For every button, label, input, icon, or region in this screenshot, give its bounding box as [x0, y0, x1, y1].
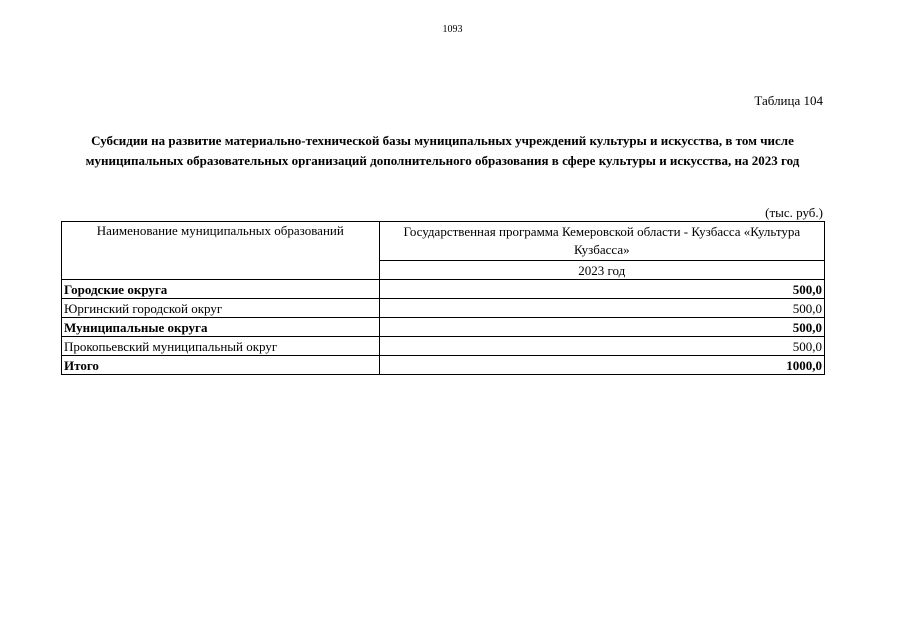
table-label: Таблица 104: [754, 93, 823, 108]
row-value: 500,0: [379, 337, 824, 356]
header-program: Государственная программа Кемеровской области - Кузбасса «Культура Кузбасса»: [379, 222, 824, 261]
page-number: 1093: [442, 24, 463, 35]
row-name: Муниципальные округа: [62, 318, 380, 337]
header-year: 2023 год: [379, 261, 824, 280]
table-row: [62, 318, 825, 337]
row-value: 500,0: [379, 280, 824, 299]
table-row: [62, 337, 825, 356]
subsidy-table: [61, 221, 825, 375]
row-name: Юргинский городской округ: [62, 299, 380, 318]
table-row: [62, 299, 825, 318]
row-value: 1000,0: [379, 356, 824, 375]
table-row: [62, 280, 825, 299]
row-value: 500,0: [379, 318, 824, 337]
row-name: Итого: [62, 356, 380, 375]
units-label: (тыс. руб.): [765, 205, 823, 220]
row-name: Прокопьевский муниципальный округ: [62, 337, 380, 356]
row-value: 500,0: [379, 299, 824, 318]
table-row-total: [62, 356, 825, 375]
table-header-row: [62, 222, 825, 261]
row-name: Городские округа: [62, 280, 380, 299]
document-title: Субсидии на развитие материально-технической базы муниципальных учреждений культуры и искусства, в том числе муниципальных образовательных организаций дополнительного образования в сфере культуры и искусства, на 2023 год: [85, 133, 800, 168]
header-municipality-name: Наименование муниципальных образований: [62, 222, 380, 280]
